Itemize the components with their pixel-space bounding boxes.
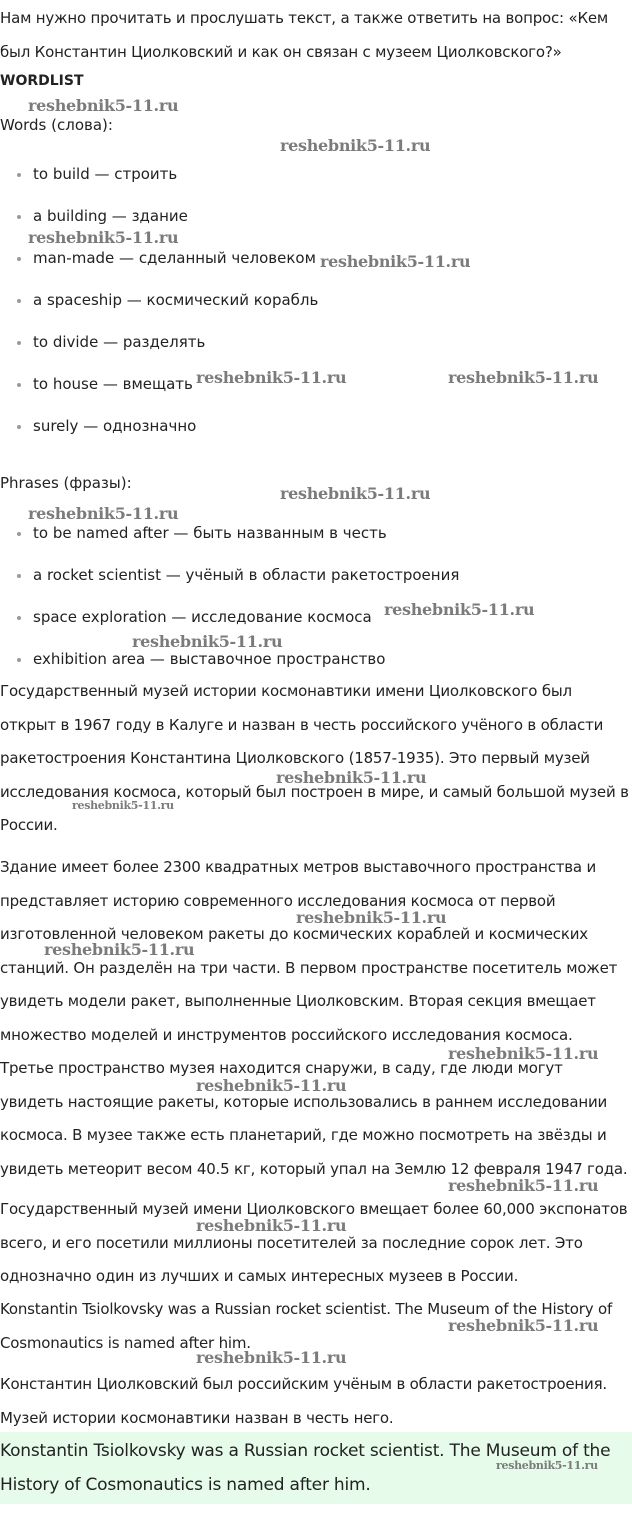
word-text: surely — однозначно — [33, 417, 197, 435]
paragraph-english-answer: Konstantin Tsiolkovsky was a Russian rocket scientist. The Museum of the History of Cosmonautics is named after him. — [0, 1300, 613, 1352]
word-text: to build — строить — [33, 165, 178, 183]
phrases-heading: Phrases (фразы): — [0, 474, 132, 492]
watermark: reshebnik5-11.ru — [28, 504, 179, 523]
words-heading: Words (слова): — [0, 116, 113, 134]
watermark: reshebnik5-11.ru — [196, 1216, 347, 1235]
paragraph-history: Государственный музей истории космонавтики имени Циолковского был открыт в 1967 году в Калуге и назван в честь российского учёного в области ракетостроения Константина Циолковского (1857-1935). Это первый музей исследования космоса, который был построен в мире, и самый большой музей в России. — [0, 682, 629, 834]
bullet-icon — [17, 299, 21, 303]
bullet-icon — [17, 425, 21, 429]
watermark: reshebnik5-11.ru — [280, 484, 431, 503]
phrase-text: exhibition area — выставочное пространство — [33, 650, 386, 668]
bullet-icon — [17, 616, 21, 620]
bullet-icon — [17, 574, 21, 578]
watermark: reshebnik5-11.ru — [196, 368, 347, 387]
bullet-icon — [17, 215, 21, 219]
watermark: reshebnik5-11.ru — [320, 252, 471, 271]
word-text: a spaceship — космический корабль — [33, 291, 319, 309]
bullet-icon — [17, 341, 21, 345]
intro-text: Нам нужно прочитать и прослушать текст, а также ответить на вопрос: «Кем был Константин Циолковский и как он связан с музеем Циолковского?» — [0, 9, 609, 61]
paragraph-building: Здание имеет более 2300 квадратных метров выставочного пространства и представляет историю современного исследования космоса от первой изготовленной человеком ракеты до космических кораблей и космических станций. Он разделён на три части. В первом пространстве посетитель может увидеть модели ракет, выполненные Циолковским. Вторая секция вмещает множество моделей и инструментов российского исследования космоса. Третье пространство музея находится снаружи, в саду, где люди могут увидеть настоящие ракеты, которые использовались в раннем исследовании космоса. В музее также есть планетарий, где можно посмотреть на звёзды и увидеть метеорит весом 40.5 кг, который упал на Землю 12 февраля 1947 года. — [0, 858, 628, 1178]
bullet-icon — [17, 173, 21, 177]
word-text: to divide — разделять — [33, 333, 206, 351]
phrase-text: to be named after — быть названным в честь — [33, 524, 387, 542]
watermark: reshebnik5-11.ru — [28, 96, 179, 115]
paragraph-russian-answer: Константин Циолковский был российским учёным в области ракетостроения. Музей истории космонавтики назван в честь него. — [0, 1375, 607, 1427]
watermark: reshebnik5-11.ru — [448, 1176, 599, 1195]
paragraph-exhibits: Государственный музей имени Циолковского вмещает более 60,000 экспонатов всего, и его посетили миллионы посетителей за последние сорок лет. Это однозначно один из лучших и самых интересных музеев в России. — [0, 1200, 628, 1285]
bullet-icon — [17, 383, 21, 387]
watermark: reshebnik5-11.ru — [44, 940, 195, 959]
word-text: a building — здание — [33, 207, 188, 225]
watermark: reshebnik5-11.ru — [72, 799, 174, 812]
watermark: reshebnik5-11.ru — [384, 600, 535, 619]
watermark: reshebnik5-11.ru — [496, 1459, 598, 1472]
answer-text: Konstantin Tsiolkovsky was a Russian rocket scientist. The Museum of the History of Cosmonautics is named after him. — [0, 1441, 611, 1495]
watermark: reshebnik5-11.ru — [448, 1316, 599, 1335]
phrase-text: a rocket scientist — учёный в области ракетостроения — [33, 566, 460, 584]
watermark: reshebnik5-11.ru — [448, 368, 599, 387]
watermark: reshebnik5-11.ru — [448, 1044, 599, 1063]
word-text: man-made — сделанный человеком — [33, 249, 316, 267]
watermark: reshebnik5-11.ru — [28, 228, 179, 247]
watermark: reshebnik5-11.ru — [196, 1076, 347, 1095]
watermark: reshebnik5-11.ru — [132, 632, 283, 651]
watermark: reshebnik5-11.ru — [296, 908, 447, 927]
bullet-icon — [17, 658, 21, 662]
phrase-text: space exploration — исследование космоса — [33, 608, 372, 626]
watermark: reshebnik5-11.ru — [196, 1348, 347, 1367]
wordlist-title: WORDLIST — [0, 73, 84, 89]
word-text: to house — вмещать — [33, 375, 193, 393]
watermark: reshebnik5-11.ru — [280, 136, 431, 155]
bullet-icon — [17, 257, 21, 261]
bullet-icon — [17, 532, 21, 536]
watermark: reshebnik5-11.ru — [276, 768, 427, 787]
